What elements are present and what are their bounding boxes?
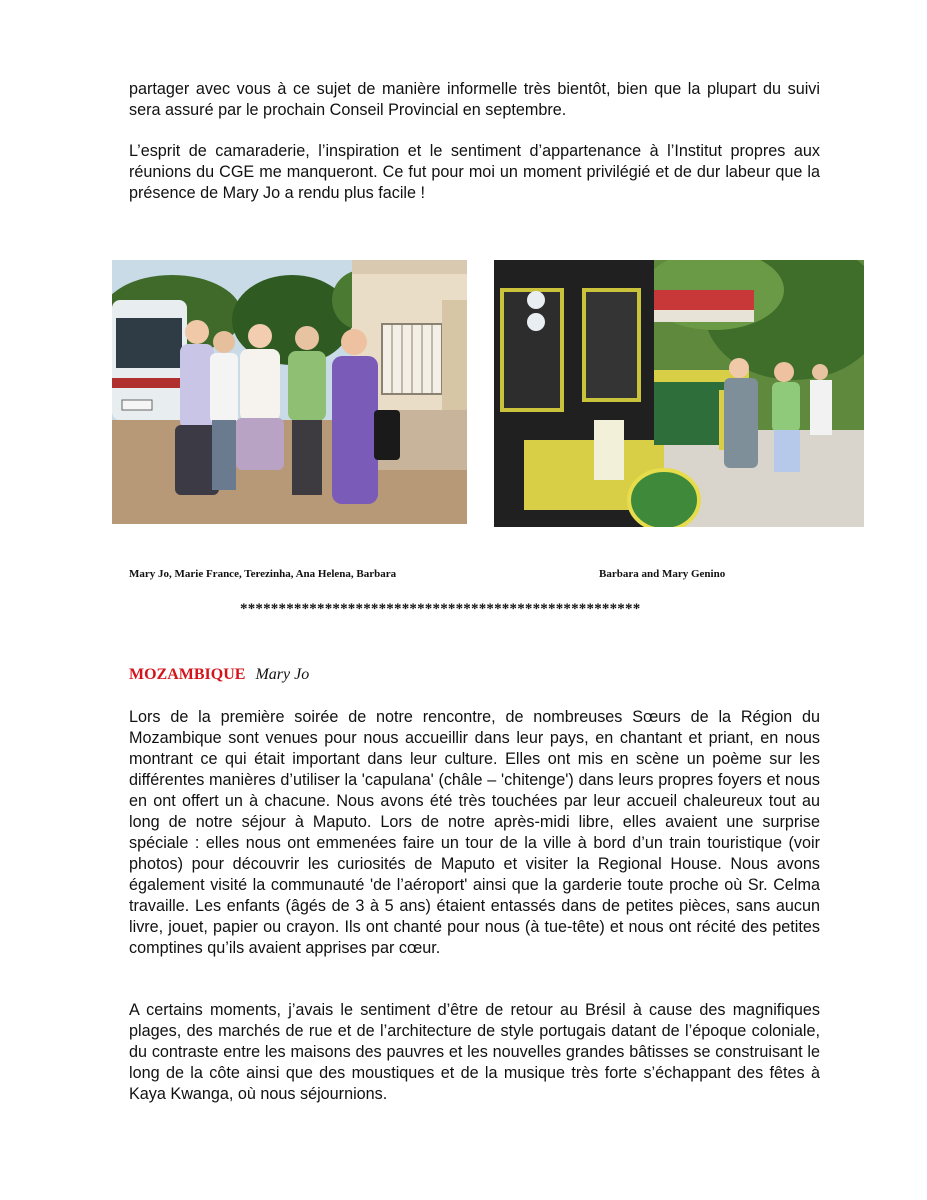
paragraph-intro-continuation: partager avec vous à ce sujet de manière informelle très bientôt, bien que la plupart du suivi sera assuré par le prochain Conseil Provincial en septembre. [129, 80, 820, 119]
section-heading [129, 666, 309, 684]
paragraph-brazil-comparison: A certains moments, j’avais le sentiment d’être de retour au Brésil à cause des magnifiques plages, des marchés de rue et de l’architecture de style portugais datant de l’époque coloniale, du contraste entre les maisons des pauvres et les nouvelles grandes bâtisses se construisant le long de la côte ainsi que des moustiques et de la musique très forte s’échappant des fêtes à Kaya Kwanga, où nous séjournions. [129, 1001, 820, 1103]
paragraph-camaraderie: L’esprit de camaraderie, l’inspiration et le sentiment d’appartenance à l’Institut propres aux réunions du CGE me manqueront. Ce fut pour moi un moment privilégié et de dur labeur que la présence de Mary Jo a rendu plus facile ! [129, 142, 820, 202]
section-country: MOZAMBIQUE [129, 666, 246, 683]
section-divider: **************************************************** [240, 601, 641, 617]
photo-caption-right: Barbara and Mary Genino [599, 568, 726, 580]
photo-caption-left: Mary Jo, Marie France, Terezinha, Ana Helena, Barbara [129, 568, 397, 580]
photo-tourist-train [494, 260, 864, 527]
photo-group-sisters [112, 260, 467, 524]
paragraph-mozambique-welcome: Lors de la première soirée de notre rencontre, de nombreuses Sœurs de la Région du Mozambique sont venues pour nous accueillir dans leur pays, en chantant et priant, en nous montrant ce qui était important dans leur culture. Elles ont mis en scène un poème sur les différentes manières d’utiliser la 'capulana' (châle – 'chitenge') dans leurs propres foyers et nous en ont offert un à chacune. Nous avons été très touchées par leur accueil chaleureux tout au long de notre séjour à Maputo. Lors de notre après-midi libre, elles avaient une surprise spéciale : elles nous ont emmenées faire un tour de la ville à bord d’un train touristique (voir photos) pour découvrir les curiosités de Maputo et visiter la Regional House. Nous avons également visité la communauté 'de l’aéroport' ainsi que la garderie toute proche où Sr. Celma travaille. Les enfants (âgés de 3 à 5 ans) étaient entassés dans de petites pièces, sans aucun livre, jouet, papier ou crayon. Ils ont chanté pour nous (à tue-tête) et nous ont récité des petites comptines qu’ils avaient apprises par cœur. [129, 708, 820, 957]
section-author: Mary Jo [255, 666, 310, 683]
